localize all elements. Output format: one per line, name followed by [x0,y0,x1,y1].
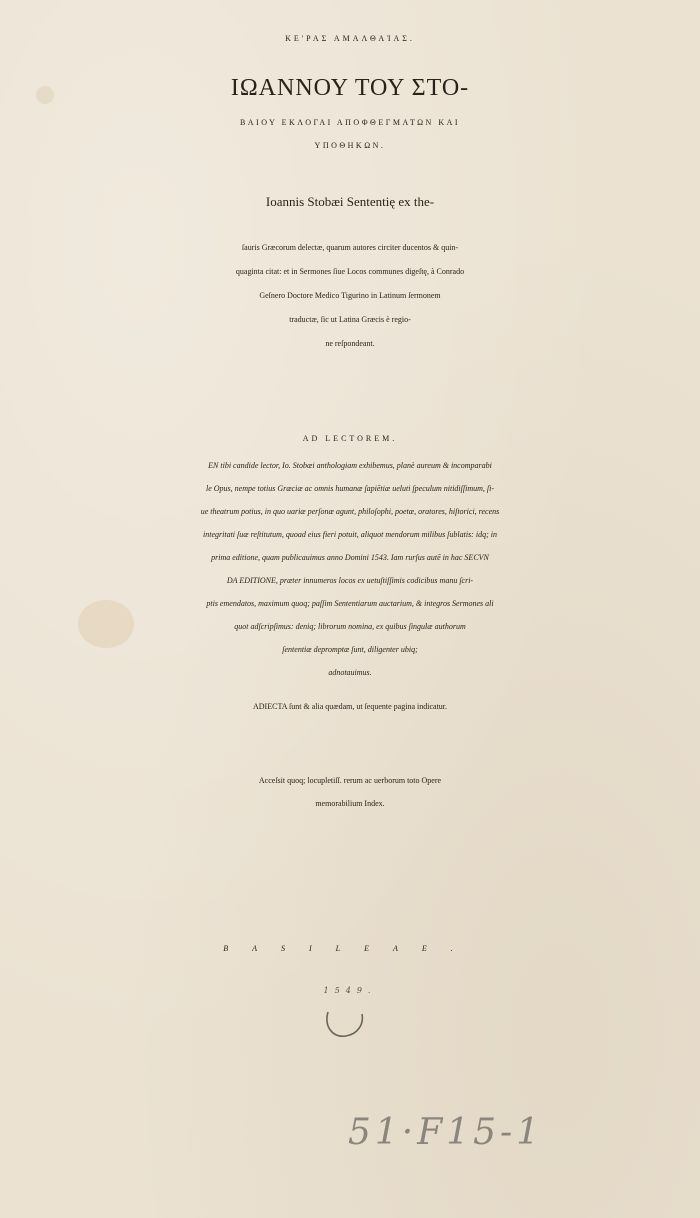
ad-lectorem-line: ptis emendatos, maximum quoq; paſſim Sententiarum auctarium, & integros Sermones ali [206,599,494,608]
imprint-place: BASILEAE. [223,944,477,953]
index-note-line: Acceſsit quoq; locupletiſſ. rerum ac uerborum toto Opere [258,776,442,785]
latin-title-line: ne reſpondeant. [325,339,375,348]
shelfmark-text: 51·F15-1 [348,1112,544,1153]
latin-title-line: ſauris Græcorum delectæ, quarum autores circiter ducentos & quin- [241,243,459,252]
latin-title-line: Geſnero Doctore Medico Tigurino in Latinum ſermonem [259,291,441,300]
handwritten-year: 1549. [323,986,377,995]
ad-lectorem-line: ue theatrum potius, in quo uariæ perſonæ agunt, philoſophi, poetæ, oratores, hiſtorici, recens [200,507,500,516]
pencil-shelfmark [340,1100,600,1160]
index-note-line: memorabilium Index. [315,799,385,808]
ink-flourish-icon [318,1008,378,1042]
ad-lectorem-line: integritati ſuæ reſtitutum, quoad eius fieri potuit, aliquot mendorum milibus ſublatis: idq; in [203,530,497,539]
latin-title: Ioannis Stobæi Sententię ex the- [265,194,435,209]
ad-lectorem-line: le Opus, nempe totius Græciæ ac omnis humanæ ſapiētiæ ueluti ſpeculum nitidiſſimum, ſi- [206,484,494,493]
latin-title-line: quaginta citat: et in Sermones ſiue Locos communes digeſtę, à Conrado [235,267,465,276]
ad-lectorem-line: EN tibi candide lector, Io. Stobæi anthologiam exhibemus, planè aureum & incomparabi [208,461,492,470]
adiecta-note: ADIECTA ſunt & alia quædam, ut ſequente pagina indicatur. [253,702,447,711]
ad-lectorem-line: prima editione, quam publicauimus anno Domini 1543. Iam rurſus autē in hac SECVN [211,553,489,562]
greek-subtitle-line: ΥΠΟΘΗΚΩΝ. [314,141,386,150]
ad-lectorem-heading: AD LECTOREM. [302,434,398,443]
ad-lectorem-line: DA EDITIONE, præter innumeros locos ex uetuſtiſſimis codicibus manu ſcri- [226,576,474,585]
ad-lectorem-line: adnotauimus. [328,668,372,677]
greek-subtitle-line: ΒΑΙΟΥ ΕΚΛΟΓΑΙ ΑΠΟΦΘΕΓΜΑΤΩΝ ΚΑΙ [239,118,461,127]
ad-lectorem-line: ſententiæ depromptæ ſunt, diligenter ubiq; [282,645,418,654]
greek-title: ΙΩΑΝΝΟΥ ΤΟΥ ΣΤΟ- [230,75,470,101]
greek-header: ΚΕ'ΡΑΣ ΑΜΑΛΘΑΊΑΣ. [285,34,415,43]
ad-lectorem-line: quot adſcripſimus: deniq; librorum nomina, ex quibus ſingulæ authorum [234,622,466,631]
latin-title-line: traductæ, ſic ut Latina Græcis è regio- [289,315,411,324]
